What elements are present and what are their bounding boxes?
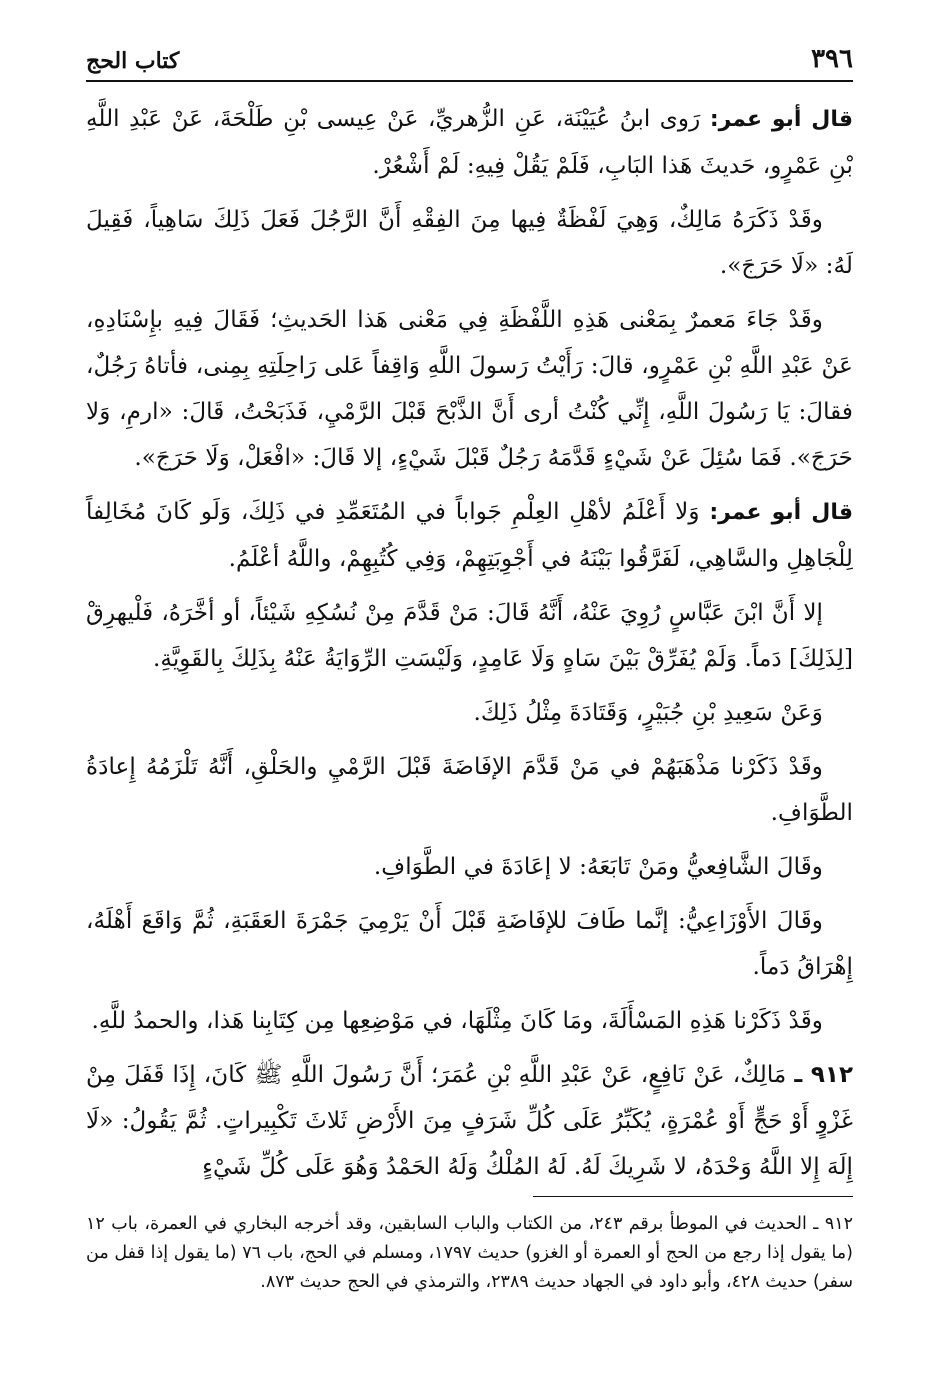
- speaker-label: قال أبو عمر:: [709, 107, 853, 132]
- paragraph-text: وقَالَ الشَّافِعيُّ ومَنْ تَابَعَهُ: لا إعَادَةَ في الطَّوَافِ.: [373, 853, 823, 880]
- page-header: [86, 40, 853, 82]
- paragraph-text: وقَدْ جَاءَ مَعمرٌ بِمَعْنى هَذِهِ اللَّفْظَةِ فِي مَعْنى هَذا الحَديثِ؛ فَقَالَ فِيهِ بإِسْنَادِهِ، عَنْ عَبْدِ اللَّهِ بْنِ عَمْرٍو، قالَ: رَأَيْتُ رَسولَ اللَّهِ وَاقِفاً عَلى رَاحِلَتِهِ بِمِنى، فأتاهُ رَجُلٌ، فقالَ: يَا رَسُولَ اللَّهِ، إِنِّي كُنْتُ أرى أَنَّ الذَّبْحَ قَبْلَ الرَّمْيِ، فَذَبَحْتُ، قَالَ: «ارمِ، وَلا حَرَجَ». فَمَا سُئِلَ عَنْ شَيْءٍ قَدَّمَهُ رَجُلٌ قَبْلَ شَيْءٍ، إلا قَالَ: «افْعَلْ، وَلَا حَرَجَ».: [86, 306, 853, 471]
- paragraph-text: وقَدْ ذَكَرْنا مَذْهَبَهُمْ في مَنْ قَدَّمَ الإفَاضَةَ قَبْلَ الرَّمْيِ والحَلْقِ، أَنَّهُ تَلْزَمُهُ إِعادَةُ الطَّوَافِ.: [86, 753, 853, 826]
- paragraph-2: [86, 197, 853, 289]
- footnote-divider: [533, 1196, 853, 1197]
- paragraph-5: [86, 590, 853, 682]
- footnote-text: ٩١٢ ـ الحديث في الموطأ برقم ٢٤٣، من الكتاب والباب السابقين، وقد أخرجه البخاري في العمرة، باب ١٢ (ما يقول إذا رجع من الحج أو العمرة أو الغزو) حديث ١٧٩٧، ومسلم في الحج، باب ٧٦ (ما يقول إذا قفل من سفر) حديث ٤٢٨، وأبو داود في الجهاد حديث ٢٣٨٩، والترمذي في الحج حديث ٨٧٣.: [86, 1214, 854, 1292]
- hadith-number: ٩١٢ ـ: [794, 1062, 853, 1088]
- paragraph-text: وقَدْ ذَكَرْنا هَذِهِ المَسْأَلَةَ، ومَا كَانَ مِثْلَهَا، في مَوْضِعِها مِن كِتَابِنا هَذا، والحمدُ للَّهِ.: [91, 1007, 823, 1034]
- paragraph-text: وَعَنْ سَعِيدِ بْنِ جُبَيْرٍ، وَقَتَادَةَ مِثْلُ ذَلِكَ.: [473, 699, 823, 726]
- paragraph-8: [86, 844, 853, 890]
- paragraph-4: [86, 489, 853, 582]
- paragraph-text: وَلا أَعْلَمُ لأهْلِ العِلْمِ جَواباً في المُتَعَمِّدِ في ذَلِكَ، وَلَو كَانَ مُخَالِفاً لِلْجَاهِلِ والسَّاهِي، لَفَرَّقُوا بَيْنَهُ في أَجْوِبَتِهِمْ، وَفِي كُتُبِهِمْ، واللَّهُ أعْلَمُ.: [86, 498, 853, 572]
- hadith-paragraph: [86, 1052, 853, 1190]
- paragraph-1: [86, 96, 853, 189]
- paragraph-3: [86, 297, 853, 481]
- paragraph-6: [86, 690, 853, 736]
- main-text: [86, 96, 853, 1190]
- hadith-text: مَالِكٌ، عَنْ نَافِعٍ، عَنْ عَبْدِ اللَّهِ بْنِ عُمَرَ؛ أَنَّ رَسُولَ اللَّهِ ﷺ كَانَ، إِذَا قَفَلَ مِنْ غَزْوٍ أَوْ حَجٍّ أَوْ عُمْرَةٍ، يُكَبِّرُ عَلَى كُلِّ شَرَفٍ مِنَ الأَرْضِ ثَلاثَ تَكْبِيراتٍ. ثُمَّ يَقُولُ: «لَا إِلَهَ إِلا اللَّهُ وَحْدَهُ، لا شَرِيكَ لَهُ. لَهُ المُلْكُ وَلَهُ الحَمْدُ وَهُوَ عَلَى كُلِّ شَيْءٍ: [86, 1061, 853, 1180]
- footnotes: [86, 1210, 853, 1297]
- paragraph-text: وقَالَ الأَوْزَاعِيُّ: إنَّما طَافَ للإفَاضَةِ قَبْلَ أَنْ يَرْمِيَ جَمْرَةَ العَقَبَةِ، ثُمَّ وَاقَعَ أَهْلَهُ، إِهْرَاقُ دَماً.: [86, 907, 853, 980]
- paragraph-text: رَوى ابنُ عُيَيْنَة، عَنِ الزُّهريِّ، عَنْ عِيسى بْنِ طَلْحَةَ، عَنْ عَبْدِ اللَّهِ بْنِ عَمْرٍو، حَديثَ هَذا البَابِ، فَلَمْ يَقُلْ فِيهِ: لَمْ أَشْعُرْ.: [86, 105, 853, 179]
- paragraph-9: [86, 898, 853, 990]
- book-title: كتاب الحج: [86, 48, 180, 74]
- paragraph-7: [86, 744, 853, 836]
- paragraph-text: وقَدْ ذَكَرَهُ مَالِكٌ، وَهِيَ لَفْظَةٌ فِيها مِنَ الفِقْهِ أَنَّ الرَّجُلَ فَعَلَ ذَلِكَ سَاهِياً، فَقِيلَ لَهُ: «لَا حَرَجَ».: [86, 206, 853, 279]
- paragraph-10: [86, 998, 853, 1044]
- paragraph-text: إلا أَنَّ ابْنَ عَبَّاسٍ رُوِيَ عَنْهُ، أَنَّهُ قَالَ: مَنْ قَدَّمَ مِنْ نُسُكِهِ شَيْئاً، أو أخَّرَهُ، فَلْيهرِقْ [لِذَلِكَ] دَماً. وَلَمْ يُفَرِّقْ بَيْنَ سَاهٍ وَلَا عَامِدٍ، وَلَيْسَتِ الرِّوَايَةُ عَنْهُ بِذَلِكَ بِالقَوِيَّةِ.: [86, 599, 853, 672]
- speaker-label: قال أبو عمر:: [709, 500, 853, 525]
- page-number: ٣٩٦: [811, 44, 853, 74]
